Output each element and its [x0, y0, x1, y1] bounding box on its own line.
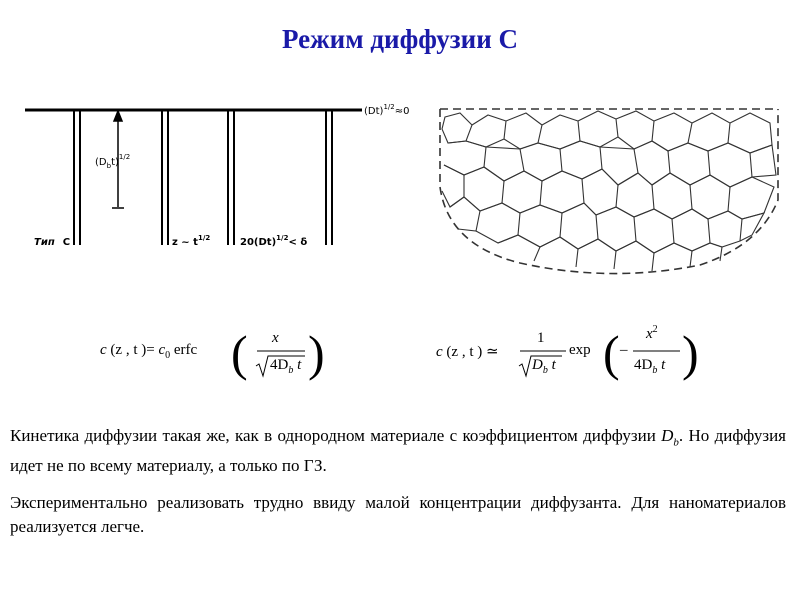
formula-exp: c (z , t ) ≃ 1 $D_b$ t exp ( – $x^2$ $4D_b$ t ) [436, 324, 699, 381]
regime-type-label: Тип C [34, 237, 71, 248]
paragraph-experiment: Экспериментально реализовать трудно ввиду малой концентрации диффузанта. Для наноматериалов реализуется легче. [10, 493, 786, 536]
surface-condition-label: $(Dt)^{1/2}\approx 0$ [364, 103, 410, 117]
grain-network [442, 111, 776, 271]
grain-boundaries [74, 110, 332, 245]
depth-law-label: z ~ $t^{1/2}$ [172, 234, 211, 248]
diffusion-zone-outline [440, 109, 778, 274]
width-condition-label: $20(Dt)^{1/2}< \delta$ [240, 234, 308, 248]
diffusion-regime-diagram [22, 95, 422, 260]
depth-label: $(D_bt)^{1/2}$ [95, 153, 131, 170]
grain-structure-diagram [430, 95, 785, 280]
formula-erfc: c (z , t )= $c_0$ erfc ( x $4D_b$ t ) [100, 325, 325, 381]
paragraph-kinetics: Кинетика диффузии такая же, как в однородном материале с коэффициентом диффузии $D_b$. Но диффузия идет не по всему материалу, а только по ГЗ. [10, 426, 786, 476]
page-title: Режим диффузии С [281, 24, 518, 54]
